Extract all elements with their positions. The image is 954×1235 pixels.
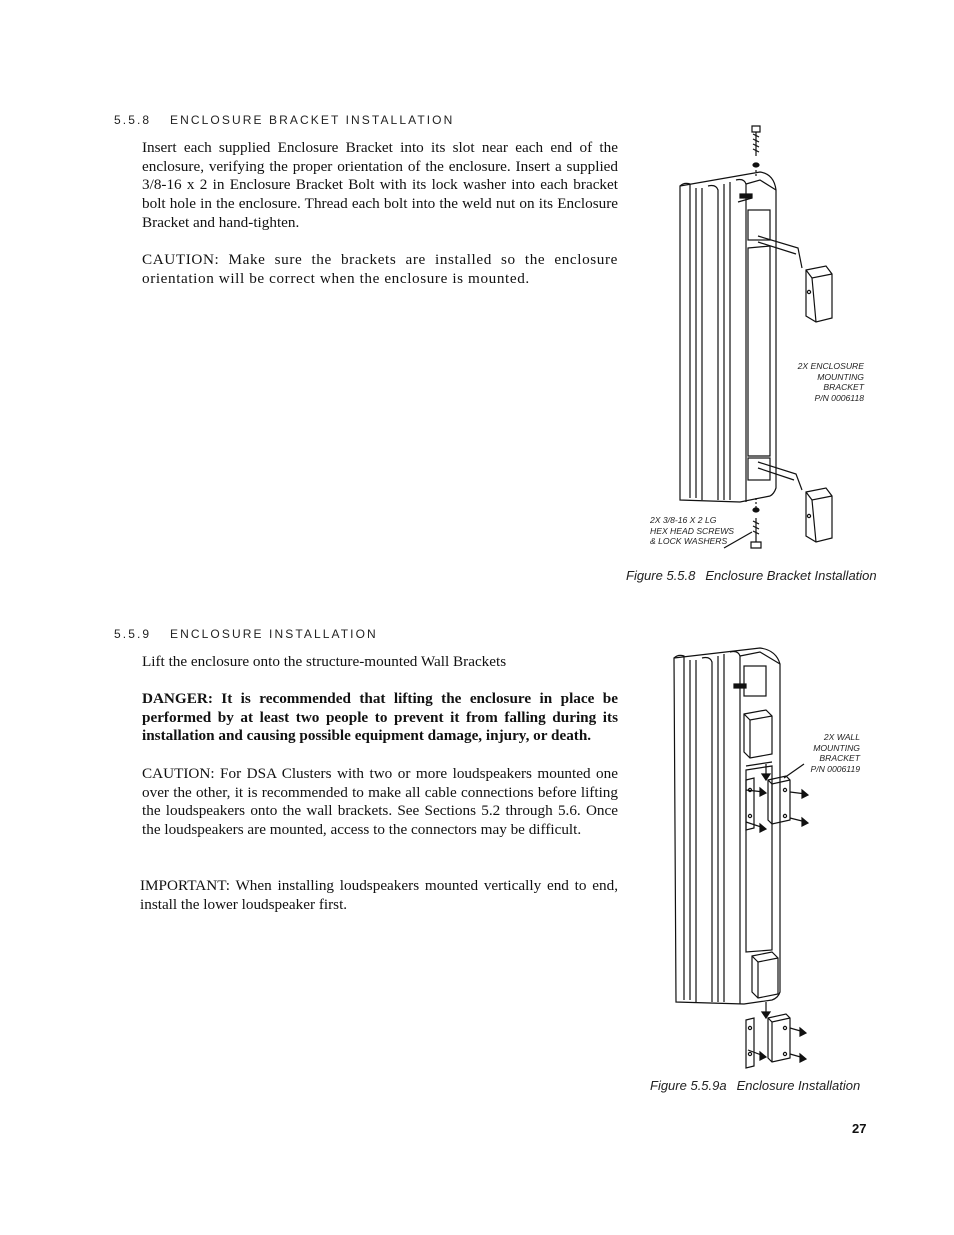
section-title: ENCLOSURE BRACKET INSTALLATION <box>170 113 455 127</box>
paragraph-bracket-insert: Insert each supplied Enclosure Bracket into its slot near each end of the enclosure, verifying the proper orientation of the enclosure. Insert a supplied 3/8-16 x 2 in Enclosure Bracket Bolt with its lock washer into each bracket bolt hole in the enclosure. Thread each bolt into the weld nut on its Enclosure Bracket and hand-tighten. <box>142 139 618 231</box>
paragraph-caution-orientation: CAUTION: Make sure the brackets are installed so the enclosure orientation will be correct when the enclosure is mounted. <box>142 251 618 287</box>
figure-caption-558: Figure 5.5.8 Enclosure Bracket Installation <box>626 568 877 583</box>
enclosure-installation-figure <box>660 640 830 1070</box>
section-title: ENCLOSURE INSTALLATION <box>170 627 378 641</box>
callout-enclosure-bracket: 2X ENCLOSURE MOUNTING BRACKET P/N 0006118 <box>797 361 864 403</box>
paragraph-lift-enclosure: Lift the enclosure onto the structure-mounted Wall Brackets <box>142 653 507 670</box>
paragraph-danger: DANGER: It is recommended that lifting the enclosure in place be performed by at least two people to prevent it from falling during its installation and causing possible equipment damage, injury, or death. <box>142 690 618 745</box>
figure-caption-559a: Figure 5.5.9a Enclosure Installation <box>650 1078 861 1093</box>
callout-wall-bracket: 2X WALL MOUNTING BRACKET P/N 0006119 <box>810 732 860 774</box>
page-number: 27 <box>852 1121 867 1136</box>
section-number: 5.5.8 <box>114 113 152 127</box>
enclosure-bracket-figure <box>640 118 890 558</box>
section-heading-559 <box>114 627 378 641</box>
section-number: 5.5.9 <box>114 627 152 641</box>
callout-hex-screws: 2X 3/8-16 X 2 LG HEX HEAD SCREWS & LOCK WASHERS <box>650 515 735 547</box>
paragraph-important: IMPORTANT: When installing loudspeakers mounted vertically end to end, install the lower loudspeaker first. <box>140 877 618 913</box>
section-heading-558 <box>114 113 454 127</box>
paragraph-caution-clusters: CAUTION: For DSA Clusters with two or more loudspeakers mounted one over the other, it is recommended to make all cable connections before lifting the loudspeakers onto the wall brackets. See Sections 5.2 through 5.6. Once the loudspeakers are mounted, access to the connectors may be difficult. <box>142 765 618 839</box>
